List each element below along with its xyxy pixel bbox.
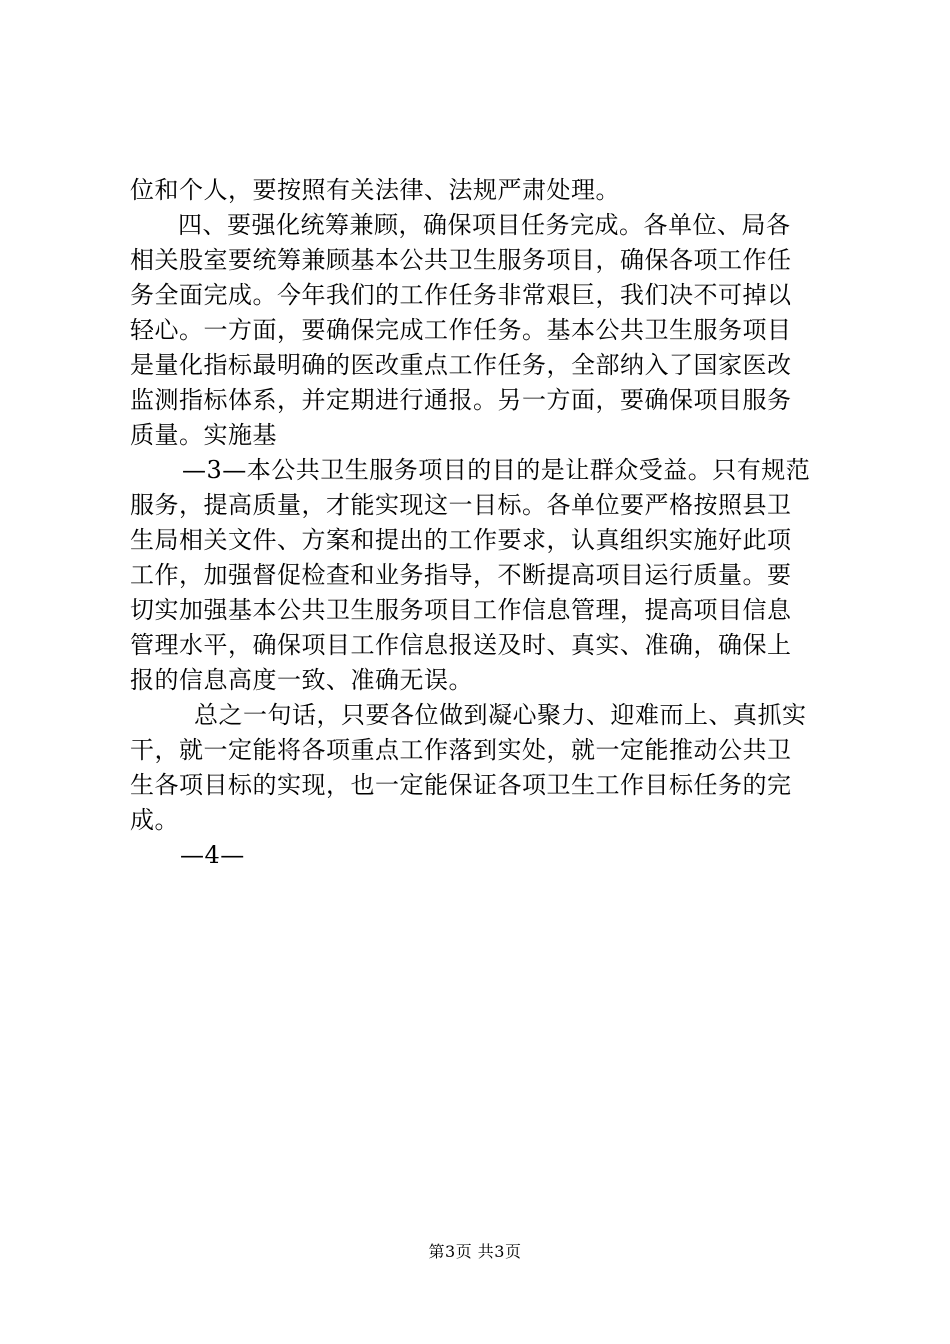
paragraph-start-line: 总之一句话，只要各位做到凝心聚力、迎难而上、真抓实 xyxy=(194,701,807,729)
text-line: 相关股室要统筹兼顾基本公共卫生服务项目，确保各项工作任 xyxy=(130,246,792,274)
page-marker-line: —4— xyxy=(180,841,245,869)
text-line: 工作，加强督促检查和业务指导，不断提高项目运行质量。要 xyxy=(130,561,792,589)
text-line: 轻心。一方面，要确保完成工作任务。基本公共卫生服务项目 xyxy=(130,316,792,344)
text-line: 切实加强基本公共卫生服务项目工作信息管理，提高项目信息 xyxy=(130,596,792,624)
page-footer: 第3页 共3页 xyxy=(428,1242,522,1261)
text-line: 干，就一定能将各项重点工作落到实处，就一定能推动公共卫 xyxy=(130,736,792,764)
section-heading-line: 四、要强化统筹兼顾，确保项目任务完成。各单位、局各 xyxy=(178,211,791,239)
text-line: 位和个人，要按照有关法律、法规严肃处理。 xyxy=(130,176,620,204)
text-line: 管理水平，确保项目工作信息报送及时、真实、准确，确保上 xyxy=(130,631,792,659)
text-line: 质量。实施基 xyxy=(130,421,277,449)
text-line: 服务，提高质量，才能实现这一目标。各单位要严格按照县卫 xyxy=(130,491,792,519)
text-line: 报的信息高度一致、准确无误。 xyxy=(130,666,473,694)
text-line: 监测指标体系，并定期进行通报。另一方面，要确保项目服务 xyxy=(130,386,792,414)
text-line: 成。 xyxy=(130,806,179,834)
text-line: 务全面完成。今年我们的工作任务非常艰巨，我们决不可掉以 xyxy=(130,281,792,309)
text-line: 生各项目标的实现，也一定能保证各项卫生工作目标任务的完 xyxy=(130,771,792,799)
text-line: 生局相关文件、方案和提出的工作要求，认真组织实施好此项 xyxy=(130,526,792,554)
text-line: 是量化指标最明确的医改重点工作任务，全部纳入了国家医改 xyxy=(130,351,792,379)
document-body xyxy=(130,173,830,873)
page-marker-line: —3—本公共卫生服务项目的目的是让群众受益。只有规范 xyxy=(182,456,811,484)
